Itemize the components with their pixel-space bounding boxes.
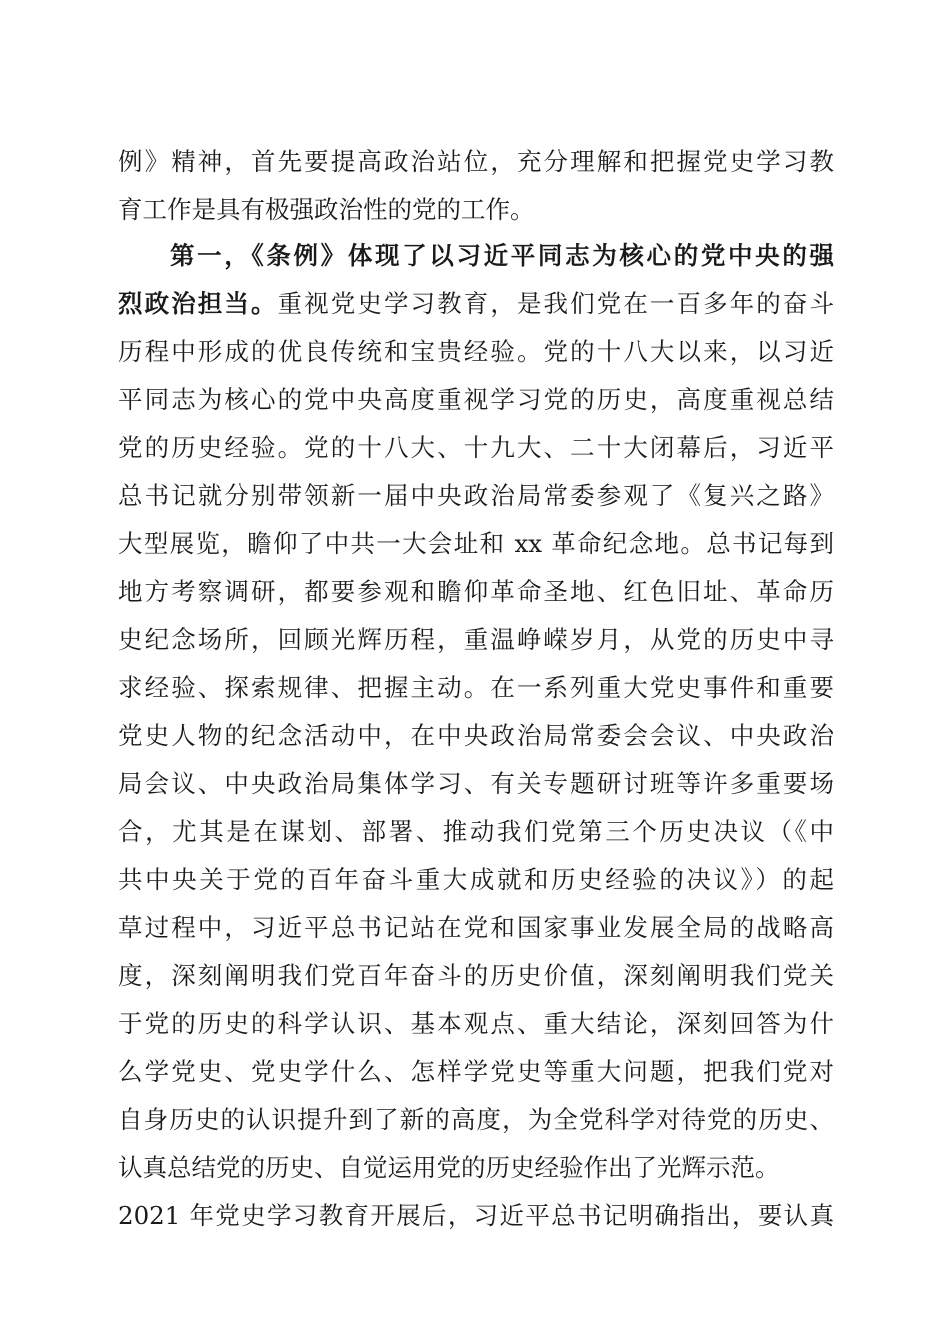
paragraph2-line-2 <box>118 288 834 320</box>
paragraph2-line-19: 自身历史的认识提升到了新的高度，为全党科学对待党的历史、 <box>118 1105 834 1134</box>
paragraph2-line-15: 草过程中，习近平总书记站在党和国家事业发展全局的战略高 <box>118 913 834 942</box>
paragraph2-heading-line: 第一，《条例》体现了以习近平同志为核心的党中央的强 <box>170 241 834 270</box>
paragraph2-line-3: 历程中形成的优良传统和宝贵经验。党的十八大以来，以习近 <box>118 337 834 366</box>
paragraph1-line-2: 育工作是具有极强政治性的党的工作。 <box>118 195 535 224</box>
paragraph2-line-20: 认真总结党的历史、自觉运用党的历史经验作出了光辉示范。 <box>118 1153 780 1182</box>
paragraph2-line-8: 地方考察调研，都要参观和瞻仰革命圣地、红色旧址、革命历 <box>118 577 834 606</box>
paragraph2-line-9: 史纪念场所，回顾光辉历程，重温峥嵘岁月，从党的历史中寻 <box>118 625 834 654</box>
paragraph2-line-2-text: 重视党史学习教育，是我们党在一百多年的奋斗 <box>277 289 834 318</box>
paragraph2-line-7: 大型展览，瞻仰了中共一大会址和 xx 革命纪念地。总书记每到 <box>118 529 834 558</box>
heading-continuation: 烈政治担当。 <box>118 289 278 318</box>
paragraph2-line-4: 平同志为核心的党中央高度重视学习党的历史，高度重视总结 <box>118 385 834 414</box>
paragraph2-line-13: 合，尤其是在谋划、部署、推动我们党第三个历史决议（《中 <box>118 817 834 846</box>
paragraph2-line-12: 局会议、中央政治局集体学习、有关专题研讨班等许多重要场 <box>118 769 834 798</box>
paragraph2-line-21: 2021 年党史学习教育开展后，习近平总书记明确指出，要认真 <box>118 1201 834 1230</box>
paragraph2-line-16: 度，深刻阐明我们党百年奋斗的历史价值，深刻阐明我们党关 <box>118 961 834 990</box>
paragraph1-line-1: 例》精神，首先要提高政治站位，充分理解和把握党史学习教 <box>118 147 834 176</box>
paragraph2-line-11: 党史人物的纪念活动中，在中央政治局常委会会议、中央政治 <box>118 721 834 750</box>
paragraph2-line-17: 于党的历史的科学认识、基本观点、重大结论，深刻回答为什 <box>118 1009 834 1038</box>
paragraph2-line-18: 么学党史、党史学什么、怎样学党史等重大问题，把我们党对 <box>118 1057 834 1086</box>
paragraph2-line-14: 共中央关于党的百年奋斗重大成就和历史经验的决议》）的起 <box>118 865 834 894</box>
paragraph2-line-10: 求经验、探索规律、把握主动。在一系列重大党史事件和重要 <box>118 673 834 702</box>
paragraph2-line-6: 总书记就分别带领新一届中央政治局常委参观了《复兴之路》 <box>118 481 834 510</box>
paragraph2-line-5: 党的历史经验。党的十八大、十九大、二十大闭幕后，习近平 <box>118 433 834 462</box>
